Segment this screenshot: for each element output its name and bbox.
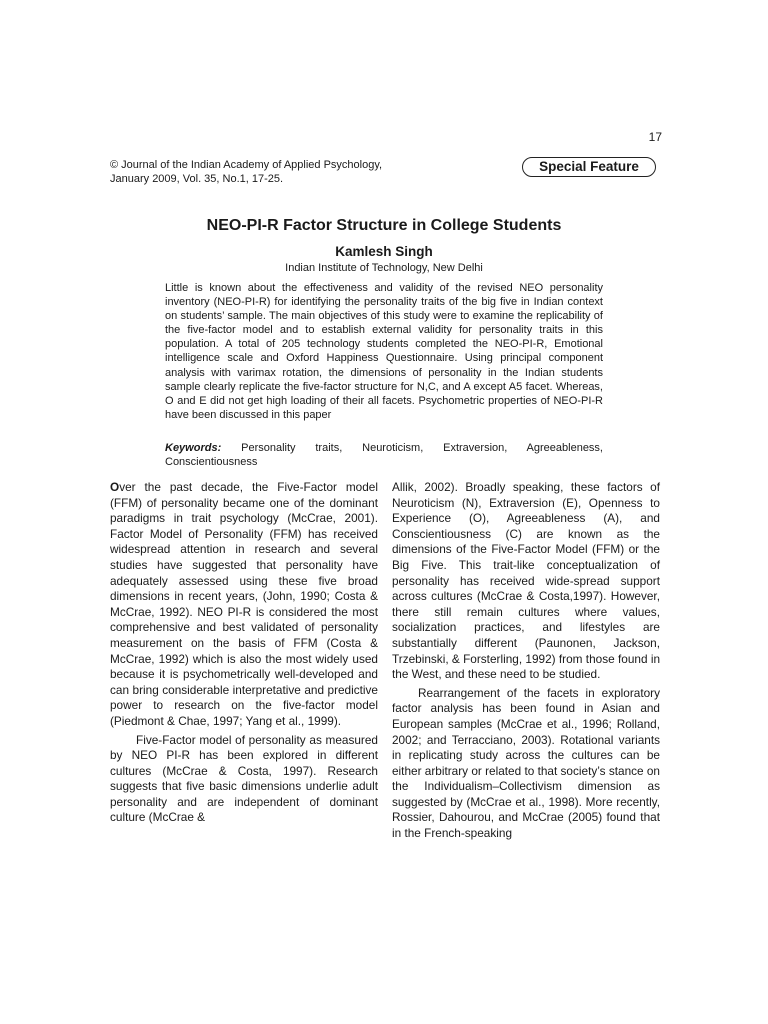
body-paragraph: Rearrangement of the facets in exploratory factor analysis has been found in Asian and European samples (McCrae et al., 1996; Rolland, 2002; and Terracciano, 2003). Rotational variants in replicating study across the cultures can be either arbitrary or related to that society’s stance on the Individualism–Collectivism dimension as suggested by (McCrae et al., 1998). More recently, Rossier, Dahourou, and McCrae (2005) found that in the French-speaking bbox=[392, 685, 660, 841]
keywords-label: Keywords: bbox=[165, 442, 222, 454]
author-affiliation: Indian Institute of Technology, New Delhi bbox=[285, 262, 483, 274]
body-column-right bbox=[392, 480, 660, 842]
paragraph-text: ver the past decade, the Five-Factor model (FFM) of personality became one of the dominant paradigms in trait psychology (McCrae, 2001). Factor Model of Personality (FFM) has received widespread attention in research and several studies have suggested that personality have adequately assessed using these five broad dimensions in recent years, (John, 1990; Costa & McCrae, 1992). NEO PI-R is considered the most comprehensive and best validated of personality measurement on the basis of FFM (Costa & McCrae, 1992) which is also the most widely used because it is psychometrically well-developed and can bring considerable interpretative and predictive power to research on the five-factor model (Piedmont & Chae, 1997; Yang et al., 1999). bbox=[110, 480, 378, 728]
abstract: Little is known about the effectiveness and validity of the revised NEO personality inventory (NEO-PI-R) for identifying the personality traits of the big five in Indian context on students’ sample. The main objectives of this study were to examine the replicability of the five-factor model and to establish external validity for personality traits in this population. A total of 205 technology students completed the NEO-PI-R, Emotional intelligence scale and Oxford Happiness Questionnaire. Using principal component analysis with varimax rotation, the dimensions of personality in the Indian students sample clearly replicate the five-factor structure for N,C, and A except A5 facet. Whereas, O and E did not get high loading of their all facets. Psychometric properties of NEO-PI-R have been discussed in this paper bbox=[165, 282, 603, 421]
author-name: Kamlesh Singh bbox=[335, 244, 433, 259]
body-paragraph: Five-Factor model of personality as measured by NEO PI-R has been explored in different cultures (McCrae & Costa, 1997). Research suggests that five basic dimensions underlie adult personality and are independent of dominant culture (McCrae & bbox=[110, 732, 378, 825]
body-paragraph bbox=[110, 480, 378, 730]
journal-line-1: © Journal of the Indian Academy of Applied Psychology, bbox=[110, 159, 383, 171]
keywords bbox=[165, 441, 603, 469]
article-title: NEO-PI-R Factor Structure in College Students bbox=[206, 217, 562, 234]
journal-line-2: January 2009, Vol. 35, No.1, 17-25. bbox=[110, 173, 284, 185]
body-paragraph: Allik, 2002). Broadly speaking, these factors of Neuroticism (N), Extraversion (E), Openness to Experience (O), Agreeableness (A), and Conscientiousness (C) are known as the dimensions of the Five-Factor Model (FFM) or the Big Five. This trait-like conceptualization of personality has received wide-spread support across cultures (McCrae & Costa,1997). However, there still remain cultures where values, socialization practices, and lifestyles are substantially different (Paunonen, Jackson, Trzebinski, & Forsterling, 1992) from those found in the West, and these need to be studied. bbox=[392, 480, 660, 682]
journal-citation bbox=[110, 158, 430, 186]
keywords-list: Personality traits, Neuroticism, Extraversion, Agreeableness, Conscientiousness bbox=[165, 442, 603, 468]
page-number: 17 bbox=[648, 130, 662, 144]
special-feature-badge: Special Feature bbox=[522, 157, 656, 177]
body-column-left bbox=[110, 480, 378, 826]
drop-cap: O bbox=[110, 480, 120, 494]
